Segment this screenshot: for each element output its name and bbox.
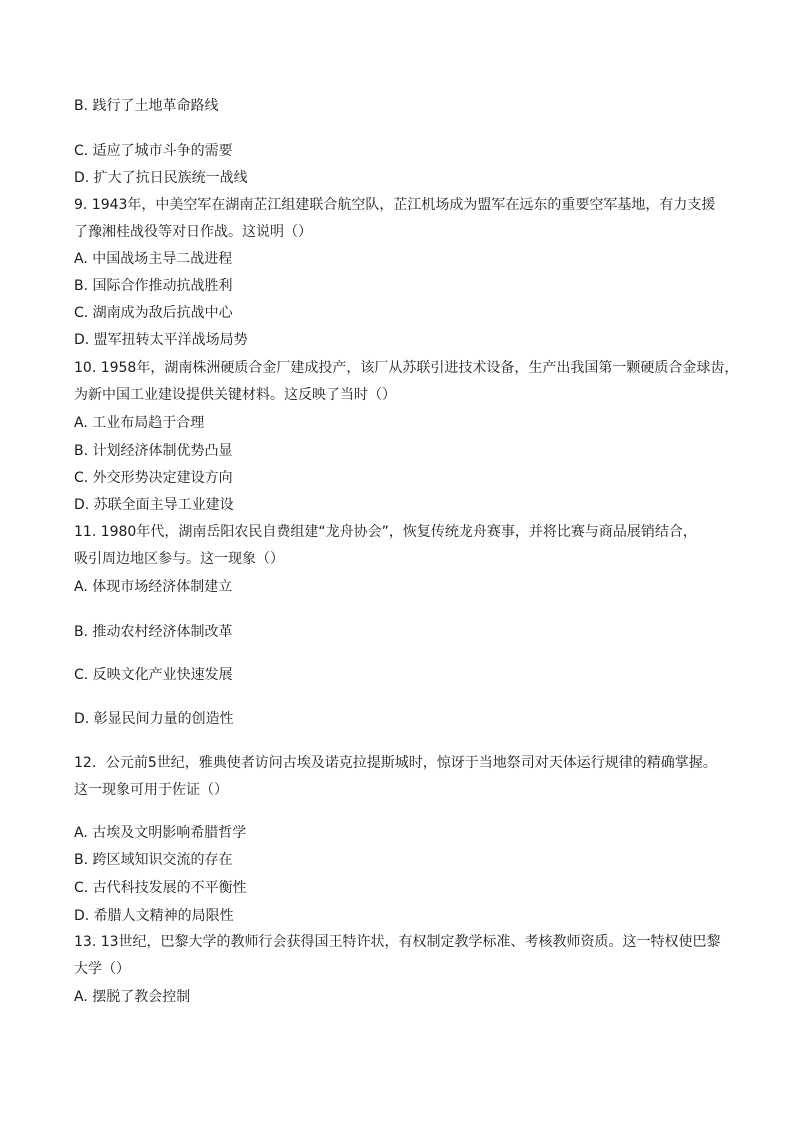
option-line: C. 古代科技发展的不平衡性: [74, 880, 247, 896]
option-line: B. 践行了土地革命路线: [74, 98, 219, 114]
option-line: C. 外交形势决定建设方向: [74, 470, 233, 486]
question-13-stem: 13. 13世纪，巴黎大学的教师行会获得国王特许状，有权制定教学标准、考核教师资质。这一特权使巴黎: [74, 934, 721, 950]
question-11-stem: 11. 1980年代，湖南岳阳农民自费组建“龙舟协会”，恢复传统龙舟赛事，并将比赛与商品展销结合，: [74, 524, 697, 540]
question-9-stem: 9. 1943年，中美空军在湖南芷江组建联合航空队，芷江机场成为盟军在远东的重要空军基地，有力支援: [74, 197, 716, 213]
option-line: A. 中国战场主导二战进程: [74, 251, 233, 267]
option-line: B. 推动农村经济体制改革: [74, 624, 233, 640]
option-line: B. 计划经济体制优势凸显: [74, 443, 233, 459]
question-9-stem-cont: 了豫湘桂战役等对日作战。这说明（）: [74, 224, 312, 240]
option-line: A. 工业布局趋于合理: [74, 415, 205, 431]
question-12-stem-cont: 这一现象可用于佐证（）: [74, 782, 228, 798]
option-line: C. 反映文化产业快速发展: [74, 667, 233, 683]
question-13-stem-cont: 大学（）: [74, 961, 130, 977]
question-12-stem: 12．公元前5世纪，雅典使者访问古埃及诺克拉提斯城时，惊讶于当地祭司对天体运行规律的精确掌握。: [74, 755, 717, 771]
option-line: D. 彰显民间力量的创造性: [74, 711, 234, 727]
option-line: A. 摆脱了教会控制: [74, 989, 191, 1005]
option-line: B. 跨区域知识交流的存在: [74, 852, 233, 868]
option-line: C. 适应了城市斗争的需要: [74, 143, 233, 159]
option-line: A. 体现市场经济体制建立: [74, 579, 233, 595]
option-line: D. 希腊人文精神的局限性: [74, 908, 234, 924]
option-line: D. 扩大了抗日民族统一战线: [74, 170, 248, 186]
option-line: A. 古埃及文明影响希腊哲学: [74, 825, 247, 841]
option-line: D. 苏联全面主导工业建设: [74, 497, 234, 513]
option-line: B. 国际合作推动抗战胜利: [74, 278, 233, 294]
option-line: C. 湖南成为敌后抗战中心: [74, 305, 233, 321]
option-line: D. 盟军扭转太平洋战场局势: [74, 332, 248, 348]
question-10-stem: 10. 1958年，湖南株洲硬质合金厂建成投产，该厂从苏联引进技术设备，生产出我国第一颗硬质合金球齿，: [74, 360, 739, 376]
question-11-stem-cont: 吸引周边地区参与。这一现象（）: [74, 551, 284, 567]
question-10-stem-cont: 为新中国工业建设提供关键材料。这反映了当时（）: [74, 387, 396, 403]
